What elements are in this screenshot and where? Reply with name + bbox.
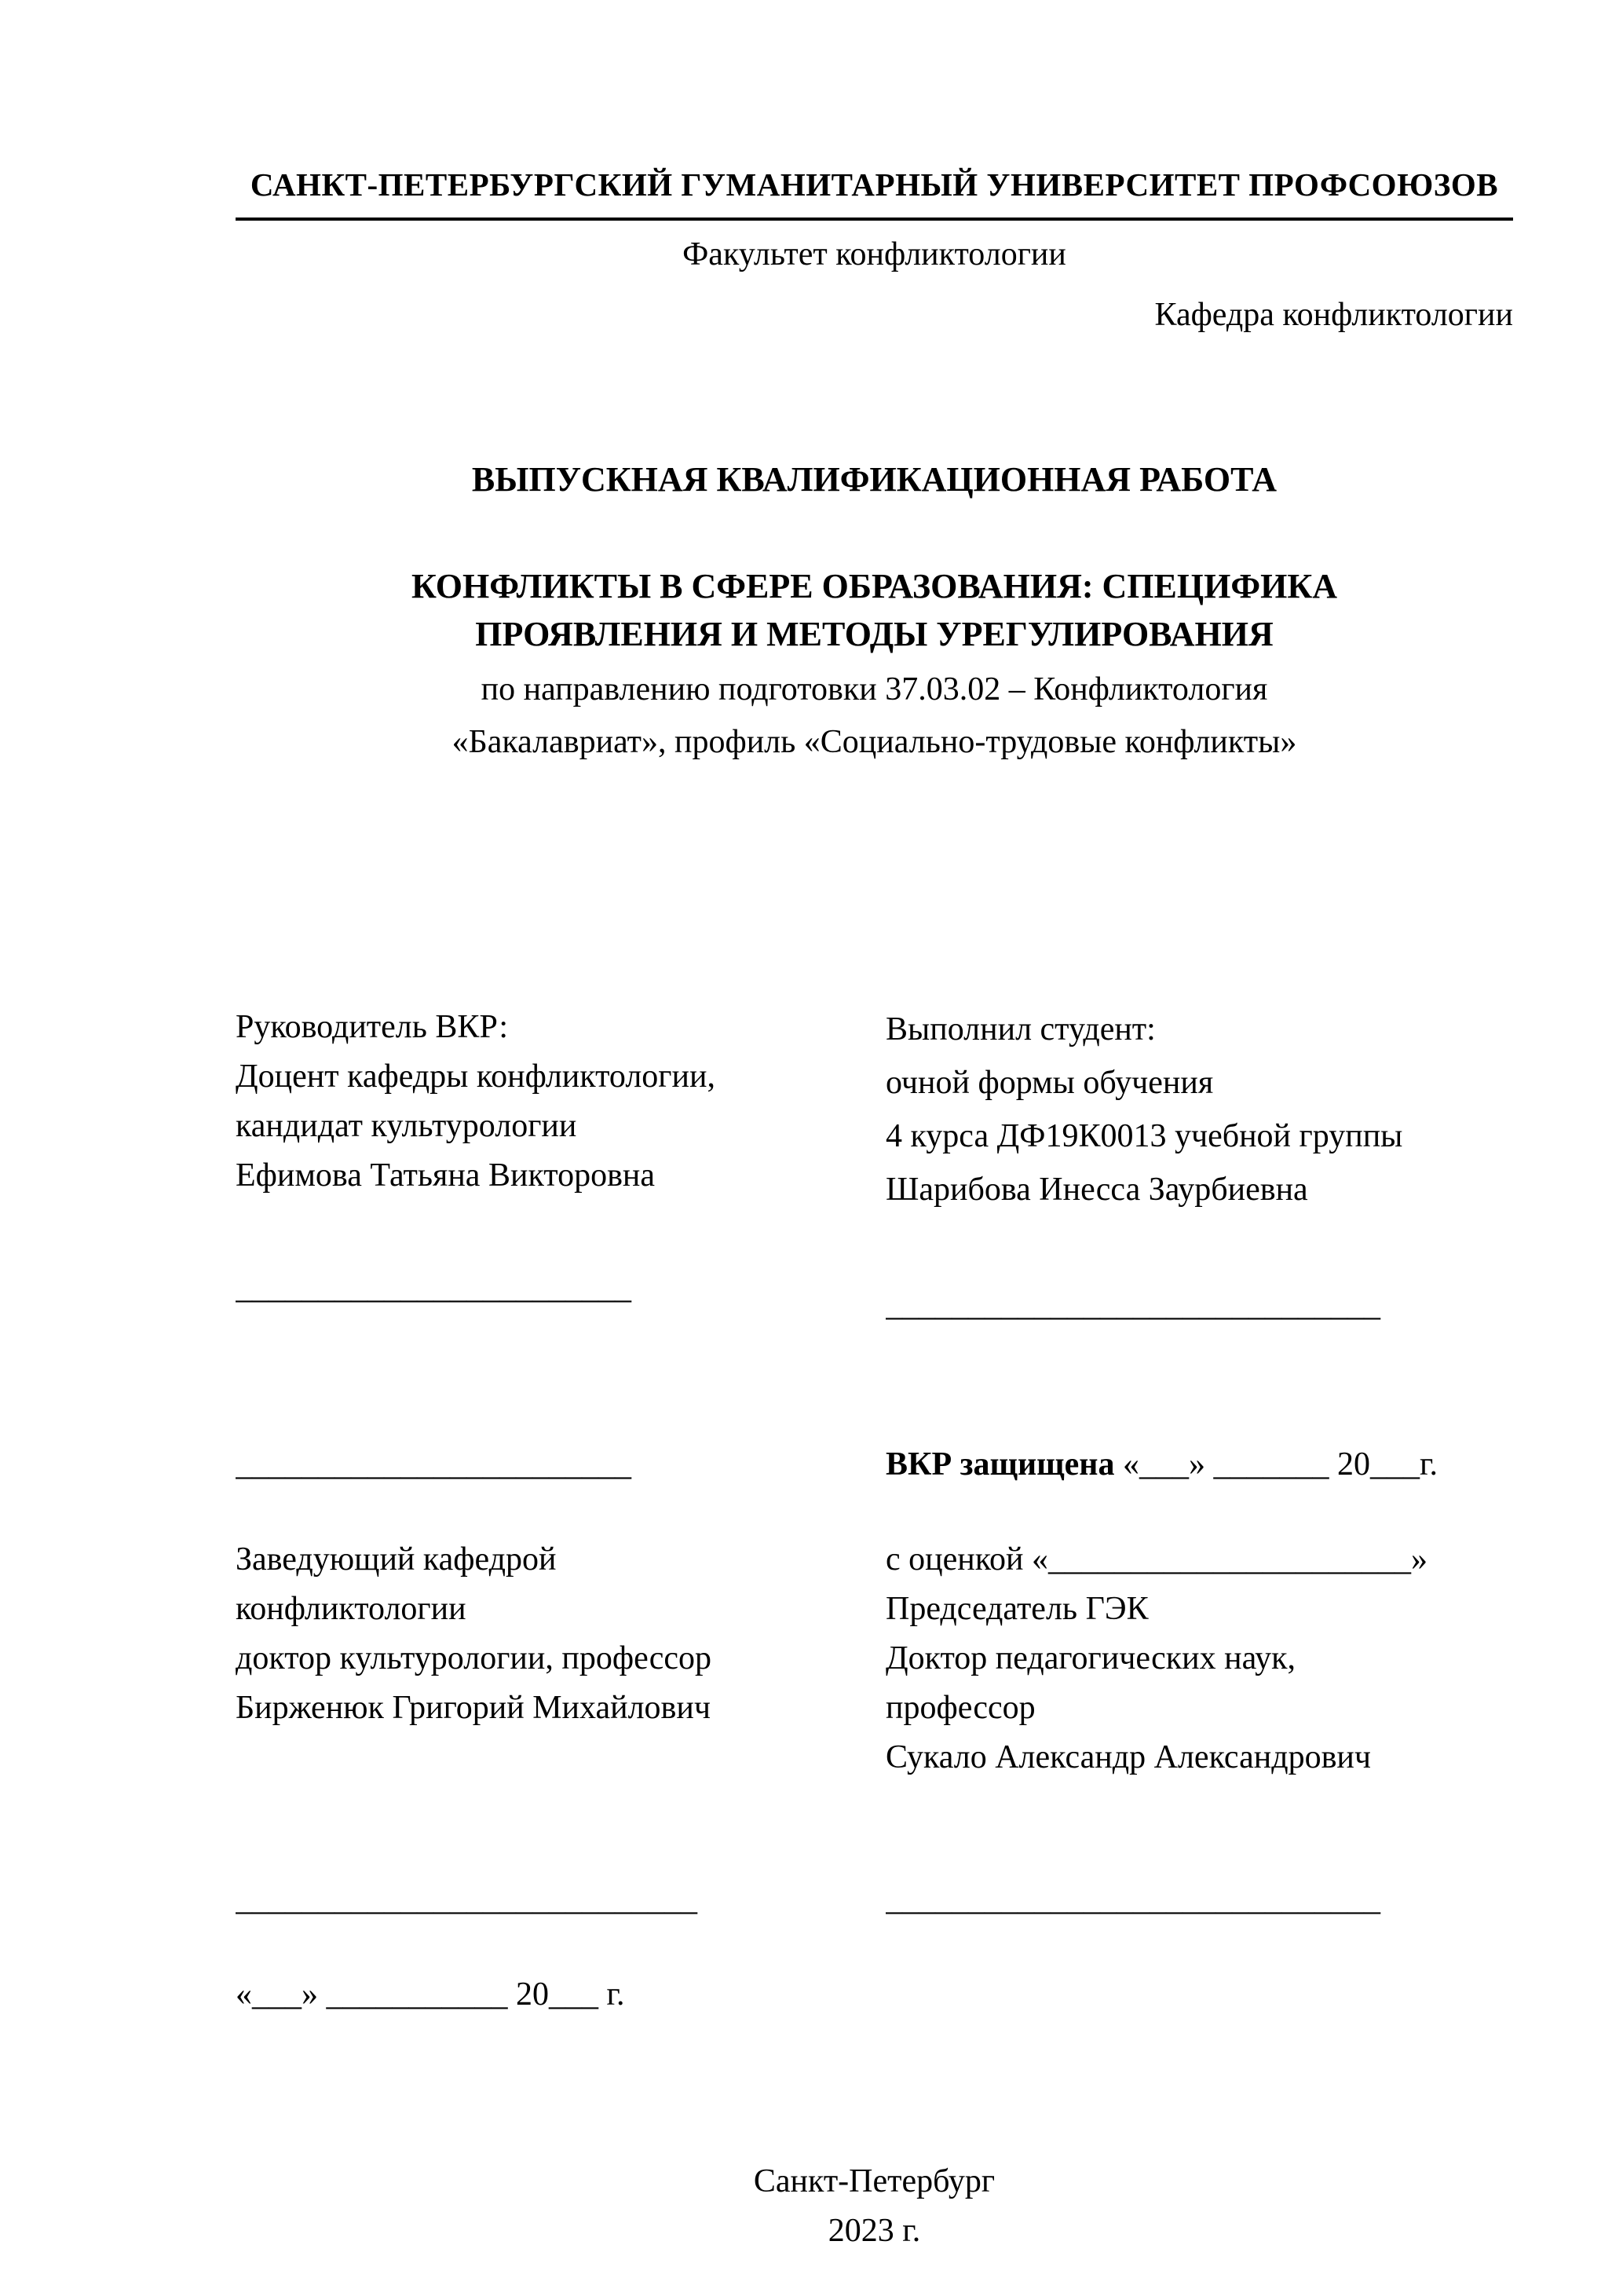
signature-columns <box>236 1003 1513 2020</box>
student-form: очной формы обучения <box>886 1064 1214 1101</box>
department-head-block <box>236 1535 856 1782</box>
date-blank-spacer <box>886 1970 1513 2020</box>
supervisor-block <box>236 1003 856 1216</box>
head-signature-line-1: ________________________ <box>236 1446 631 1483</box>
chairman-signature-line: ______________________________ <box>886 1881 1380 1918</box>
defense-date-blank: «___» _______ 20___г. <box>1114 1446 1438 1483</box>
program-direction: по направлению подготовки 37.03.02 – Конфликтология <box>481 671 1268 707</box>
supervisor-name: Ефимова Татьяна Викторовна <box>236 1157 656 1194</box>
supervisor-signature-line: ________________________ <box>236 1269 631 1306</box>
work-title-line-1: КОНФЛИКТЫ В СФЕРЕ ОБРАЗОВАНИЯ: СПЕЦИФИКА <box>411 566 1338 605</box>
head-position-1: Заведующий кафедрой <box>236 1541 557 1578</box>
work-title <box>236 562 1513 659</box>
grade-line: с оценкой «______________________» <box>886 1541 1427 1578</box>
head-signature-line-2: ____________________________ <box>236 1881 697 1918</box>
chairman-title: Председатель ГЭК <box>886 1590 1149 1627</box>
defense-date-line <box>886 1440 1513 1490</box>
supervisor-position-2: кандидат культурологии <box>236 1107 577 1144</box>
head-position-3: доктор культурологии, профессор <box>236 1640 712 1676</box>
supervisor-position-1: Доцент кафедры конфликтологии, <box>236 1058 715 1095</box>
head-position-2: конфликтологии <box>236 1590 466 1627</box>
defense-date-label: ВКР защищена <box>886 1446 1115 1483</box>
chairman-degree-1: Доктор педагогических наук, <box>886 1640 1296 1676</box>
chairman-block <box>886 1535 1513 1782</box>
supervisor-heading: Руководитель ВКР: <box>236 1008 509 1045</box>
university-name: САНКТ-ПЕТЕРБУРГСКИЙ ГУМАНИТАРНЫЙ УНИВЕРСИТЕТ ПРОФСОЮЗОВ <box>236 161 1513 221</box>
student-heading: Выполнил студент: <box>886 1011 1156 1047</box>
work-title-line-2: ПРОЯВЛЕНИЯ И МЕТОДЫ УРЕГУЛИРОВАНИЯ <box>475 615 1274 654</box>
chairman-name: Сукало Александр Александрович <box>886 1738 1372 1775</box>
work-type-heading: ВЫПУСКНАЯ КВАЛИФИКАЦИОННАЯ РАБОТА <box>471 459 1278 499</box>
chairman-degree-2: профессор <box>886 1689 1036 1726</box>
footer-year: 2023 г. <box>828 2212 921 2249</box>
date-blank-line: «___» ___________ 20___ г. <box>236 1976 625 2013</box>
student-name: Шарибова Инесса Заурбиевна <box>886 1171 1308 1208</box>
faculty-name: Факультет конфликтологии <box>682 236 1066 272</box>
student-block <box>886 1003 1513 1216</box>
student-group: 4 курса ДФ19К0013 учебной группы <box>886 1117 1403 1154</box>
head-name: Бирженюк Григорий Михайлович <box>236 1689 711 1726</box>
student-signature-line: ______________________________ <box>886 1286 1380 1323</box>
department-name: Кафедра конфликтологии <box>1154 296 1513 333</box>
footer-city: Санкт-Петербург <box>753 2163 996 2199</box>
program-profile: «Бакалавриат», профиль «Социально-трудовые конфликты» <box>451 723 1297 760</box>
footer-block <box>236 2157 1513 2256</box>
